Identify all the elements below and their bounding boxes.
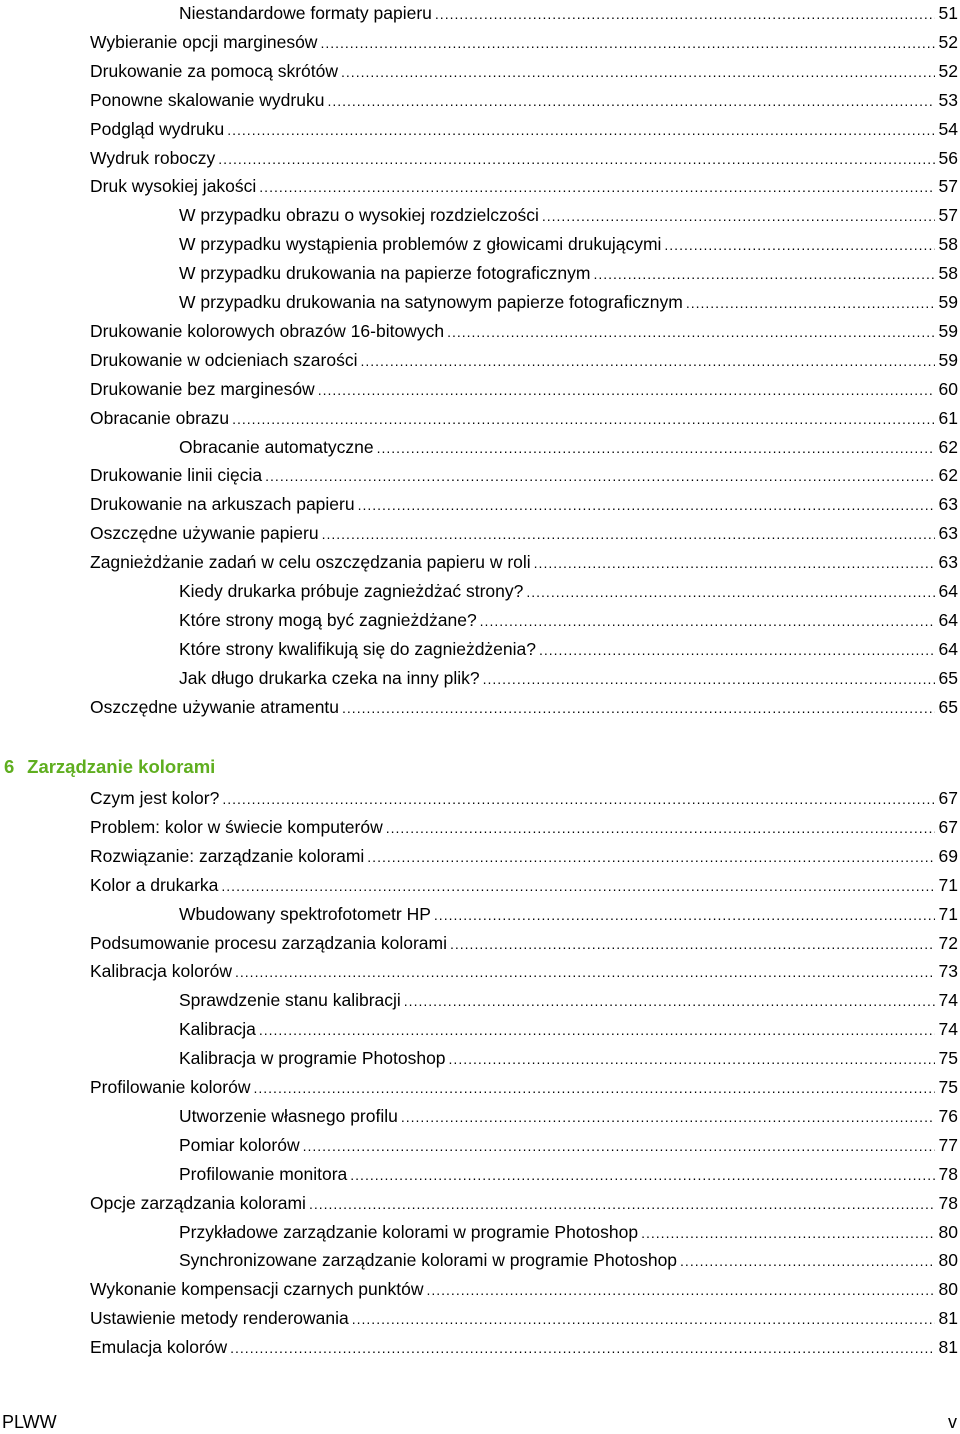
toc-entry-page: 75 — [938, 1048, 958, 1069]
toc-dot-leader — [227, 121, 934, 140]
toc-entry[interactable] — [179, 901, 958, 925]
toc-dot-leader — [386, 819, 935, 838]
toc-dot-leader — [358, 496, 935, 515]
toc-entry-page: 52 — [938, 31, 958, 52]
toc-entry[interactable] — [179, 1103, 958, 1127]
toc-dot-leader — [342, 699, 935, 718]
toc-entry-title: W przypadku obrazu o wysokiej rozdzielczości — [179, 205, 539, 226]
chapter-heading[interactable] — [4, 756, 215, 782]
toc-entry-title: Podgląd wydruku — [90, 118, 225, 139]
toc-entry-title: Rozwiązanie: zarządzanie kolorami — [90, 845, 365, 866]
toc-entry-page: 63 — [938, 494, 958, 515]
toc-entry-page: 80 — [938, 1250, 958, 1271]
toc-entry-title: Wybieranie opcji marginesów — [90, 31, 318, 52]
toc-entry-page: 58 — [938, 234, 958, 255]
toc-entry-title: Zagnieżdżanie zadań w celu oszczędzania papieru w roli — [90, 552, 531, 573]
toc-entry[interactable] — [179, 434, 958, 458]
toc-entry[interactable] — [90, 872, 958, 896]
toc-entry-title: Profilowanie kolorów — [90, 1077, 251, 1097]
toc-entry-title: Opcje zarządzania kolorami — [90, 1192, 306, 1213]
toc-entry-title: Emulacja kolorów — [90, 1337, 228, 1358]
toc-entry-page: 73 — [938, 961, 958, 982]
toc-entry-page: 64 — [938, 609, 958, 630]
toc-entry-page: 63 — [938, 552, 958, 573]
toc-entry-title: Utworzenie własnego profilu — [179, 1105, 398, 1126]
toc-entry[interactable] — [90, 1276, 958, 1300]
toc-entry[interactable] — [90, 520, 958, 544]
toc-entry[interactable] — [179, 578, 958, 602]
toc-entry-page: 72 — [938, 932, 958, 953]
toc-dot-leader — [404, 992, 935, 1011]
toc-dot-leader — [534, 554, 935, 573]
toc-entry-title: Pomiar kolorów — [179, 1134, 300, 1155]
toc-dot-leader — [309, 1195, 935, 1214]
toc-dot-leader — [218, 150, 934, 169]
toc-entry[interactable] — [90, 1074, 958, 1098]
toc-entry-page: 74 — [938, 990, 958, 1011]
toc-entry[interactable] — [90, 376, 958, 400]
toc-entry[interactable] — [179, 987, 958, 1011]
toc-entry-title: Drukowanie kolorowych obrazów 16-bitowych — [90, 320, 445, 341]
toc-entry-page: 78 — [938, 1163, 958, 1184]
toc-entry-title: W przypadku wystąpienia problemów z głowicami drukującymi — [179, 234, 662, 255]
toc-entry-title: Obracanie automatyczne — [179, 436, 374, 457]
chapter-number: 6 — [4, 756, 15, 777]
toc-dot-leader — [680, 1252, 934, 1271]
toc-dot-leader — [360, 352, 934, 371]
toc-dot-leader — [350, 1166, 934, 1185]
toc-entry[interactable] — [90, 843, 958, 867]
toc-entry[interactable] — [179, 1045, 958, 1069]
toc-entry-page: 75 — [938, 1077, 958, 1097]
toc-entry-title: Kalibracja — [179, 1019, 256, 1040]
toc-entry-page: 51 — [938, 3, 958, 23]
toc-entry[interactable] — [90, 491, 958, 515]
toc-entry[interactable] — [90, 814, 958, 838]
toc-entry-title: Ponowne skalowanie wydruku — [90, 89, 325, 110]
toc-entry-page: 52 — [938, 60, 958, 81]
toc-entry-title: Kalibracja w programie Photoshop — [179, 1048, 446, 1069]
toc-entry-page: 64 — [938, 638, 958, 659]
toc-entry-page: 80 — [938, 1279, 958, 1300]
toc-entry-page: 69 — [938, 845, 958, 866]
toc-entry-page: 81 — [938, 1308, 958, 1329]
toc-entry-page: 61 — [938, 407, 958, 428]
toc-entry[interactable] — [179, 607, 958, 631]
toc-dot-leader — [230, 1339, 934, 1358]
toc-dot-leader — [526, 583, 934, 602]
footer-page-number: v — [948, 1412, 957, 1432]
toc-entry-title: Wbudowany spektrofotometr HP — [179, 903, 431, 924]
toc-entry-title: Jak długo drukarka czeka na inny plik? — [179, 667, 480, 688]
toc-entry-page: 59 — [938, 292, 958, 312]
toc-entry-page: 78 — [938, 1192, 958, 1213]
toc-entry-title: W przypadku drukowania na papierze fotograficznym — [179, 263, 591, 284]
toc-entry[interactable] — [179, 1161, 958, 1185]
toc-dot-leader — [265, 467, 934, 486]
toc-entry-page: 62 — [938, 436, 958, 457]
toc-entry-page: 67 — [938, 816, 958, 837]
toc-entry-page: 67 — [938, 788, 958, 808]
toc-entry[interactable] — [179, 202, 958, 226]
toc-dot-leader — [480, 612, 935, 631]
toc-entry-title: Profilowanie monitora — [179, 1163, 348, 1184]
toc-entry[interactable] — [179, 260, 958, 284]
toc-entry[interactable] — [90, 58, 958, 82]
toc-entry-page: 81 — [938, 1337, 958, 1358]
toc-dot-leader — [593, 265, 934, 284]
toc-entry-title: Drukowanie w odcieniach szarości — [90, 349, 358, 370]
toc-entry[interactable] — [90, 930, 958, 954]
toc-entry[interactable] — [90, 173, 958, 197]
toc-dot-leader — [259, 1021, 935, 1040]
toc-dot-leader — [327, 92, 934, 111]
toc-entry[interactable] — [90, 785, 958, 809]
toc-dot-leader — [235, 963, 935, 982]
toc-dot-leader — [686, 294, 935, 313]
toc-entry[interactable] — [90, 318, 958, 342]
toc-entry-title: Podsumowanie procesu zarządzania kolorami — [90, 932, 447, 953]
toc-entry-title: Sprawdzenie stanu kalibracji — [179, 990, 401, 1011]
toc-entry[interactable] — [90, 87, 958, 111]
toc-dot-leader — [450, 935, 935, 954]
toc-entry-page: 59 — [938, 349, 958, 370]
toc-entry-title: Które strony kwalifikują się do zagnieżdżenia? — [179, 638, 536, 659]
toc-dot-leader — [254, 1079, 935, 1098]
toc-entry-page: 71 — [938, 903, 958, 924]
toc-entry-page: 57 — [938, 176, 958, 197]
toc-dot-leader — [426, 1281, 934, 1300]
toc-dot-leader — [542, 207, 935, 226]
toc-entry-title: Drukowanie linii cięcia — [90, 465, 263, 486]
toc-entry-title: Oszczędne używanie atramentu — [90, 696, 340, 717]
toc-dot-leader — [401, 1108, 935, 1127]
toc-dot-leader — [539, 641, 935, 660]
toc-entry[interactable] — [179, 231, 958, 255]
toc-entry[interactable] — [90, 462, 958, 486]
toc-entry[interactable] — [179, 1219, 958, 1243]
toc-entry-page: 80 — [938, 1221, 958, 1242]
footer-doc-code: PLWW — [2, 1412, 57, 1432]
toc-entry-title: Kiedy drukarka próbuje zagnieżdżać strony? — [179, 581, 524, 601]
toc-entry-title: Drukowanie za pomocą skrótów — [90, 60, 339, 81]
toc-dot-leader — [222, 790, 934, 809]
toc-dot-leader — [435, 5, 935, 24]
toc-entry[interactable] — [90, 116, 958, 140]
toc-entry-page: 63 — [938, 523, 958, 544]
toc-entry[interactable] — [90, 145, 958, 169]
toc-entry-title: Obracanie obrazu — [90, 407, 230, 428]
toc-entry-page: 58 — [938, 263, 958, 284]
toc-dot-leader — [641, 1224, 934, 1243]
toc-entry-title: Które strony mogą być zagnieżdżane? — [179, 609, 477, 630]
toc-dot-leader — [303, 1137, 935, 1156]
toc-entry-title: Drukowanie bez marginesów — [90, 378, 315, 399]
toc-entry-title: Wydruk roboczy — [90, 147, 216, 168]
toc-entry[interactable] — [90, 347, 958, 371]
toc-dot-leader — [367, 848, 934, 867]
chapter-title: Zarządzanie kolorami — [27, 756, 216, 777]
toc-dot-leader — [483, 670, 935, 689]
toc-entry[interactable] — [90, 1334, 958, 1358]
toc-entry[interactable] — [179, 636, 958, 660]
toc-entry-title: Niestandardowe formaty papieru — [179, 3, 432, 23]
toc-entry[interactable] — [90, 694, 958, 718]
toc-entry-title: Przykładowe zarządzanie kolorami w programie Photoshop — [179, 1221, 639, 1242]
toc-entry[interactable] — [90, 958, 958, 982]
toc-dot-leader — [352, 1310, 935, 1329]
toc-dot-leader — [320, 34, 934, 53]
toc-entry-page: 60 — [938, 378, 958, 399]
toc-entry-title: Drukowanie na arkuszach papieru — [90, 494, 355, 515]
toc-dot-leader — [232, 410, 934, 429]
toc-dot-leader — [434, 906, 935, 925]
toc-entry-page: 65 — [938, 696, 958, 717]
toc-dot-leader — [318, 381, 935, 400]
toc-entry-title: Ustawienie metody renderowania — [90, 1308, 349, 1329]
toc-entry-title: Synchronizowane zarządzanie kolorami w programie Photoshop — [179, 1250, 678, 1271]
toc-entry-page: 74 — [938, 1019, 958, 1040]
toc-dot-leader — [377, 439, 935, 458]
toc-dot-leader — [447, 323, 934, 342]
toc-entry[interactable] — [179, 1247, 958, 1271]
toc-dot-leader — [322, 525, 935, 544]
toc-dot-leader — [259, 178, 934, 197]
toc-entry[interactable] — [90, 29, 958, 53]
toc-entry-page: 54 — [938, 118, 958, 139]
toc-dot-leader — [221, 877, 934, 896]
toc-entry-title: W przypadku drukowania na satynowym papierze fotograficznym — [179, 292, 683, 312]
toc-dot-leader — [449, 1050, 935, 1069]
toc-entry-title: Kolor a drukarka — [90, 874, 219, 895]
toc-entry[interactable] — [179, 1132, 958, 1156]
toc-entry-page: 76 — [938, 1105, 958, 1126]
toc-entry-page: 71 — [938, 874, 958, 895]
toc-entry-title: Druk wysokiej jakości — [90, 176, 257, 197]
toc-entry[interactable] — [90, 1190, 958, 1214]
toc-entry-title: Wykonanie kompensacji czarnych punktów — [90, 1279, 424, 1300]
toc-entry-page: 53 — [938, 89, 958, 110]
toc-dot-leader — [664, 236, 934, 255]
toc-entry[interactable] — [179, 1016, 958, 1040]
toc-entry[interactable] — [90, 405, 958, 429]
toc-entry-title: Oszczędne używanie papieru — [90, 523, 319, 544]
toc-entry-page: 64 — [938, 581, 958, 601]
toc-entry[interactable] — [90, 549, 958, 573]
toc-entry-page: 62 — [938, 465, 958, 486]
toc-entry-title: Kalibracja kolorów — [90, 961, 233, 982]
toc-entry-title: Problem: kolor w świecie komputerów — [90, 816, 383, 837]
toc-dot-leader — [341, 63, 935, 82]
toc-entry-page: 57 — [938, 205, 958, 226]
toc-entry[interactable] — [179, 0, 958, 24]
toc-entry-page: 56 — [938, 147, 958, 168]
toc-entry-page: 77 — [938, 1134, 958, 1155]
toc-entry[interactable] — [179, 289, 958, 313]
toc-entry-title: Czym jest kolor? — [90, 788, 220, 808]
toc-entry[interactable] — [179, 665, 958, 689]
toc-entry-page: 65 — [938, 667, 958, 688]
toc-entry[interactable] — [90, 1305, 958, 1329]
toc-entry-page: 59 — [938, 320, 958, 341]
